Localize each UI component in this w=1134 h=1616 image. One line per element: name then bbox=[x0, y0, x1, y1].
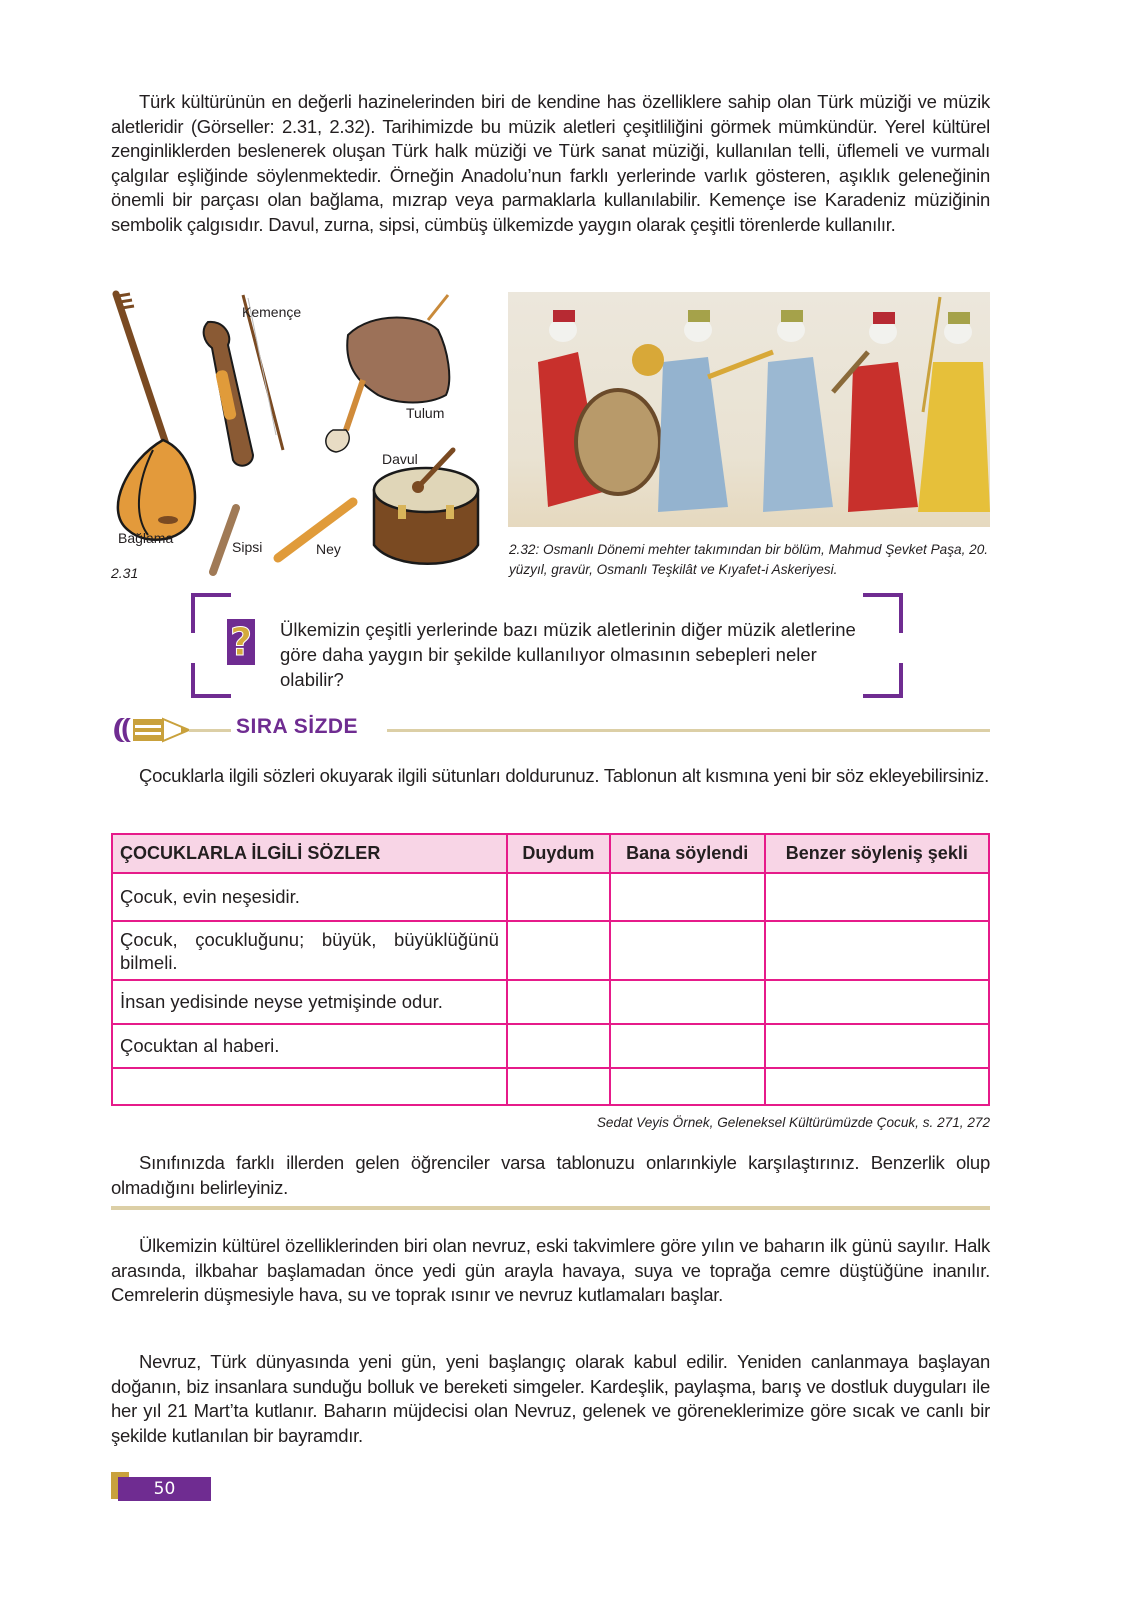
header-bana-soylendi: Bana söylendi bbox=[610, 834, 765, 873]
duydum-cell[interactable] bbox=[507, 921, 610, 980]
saying-cell: Çocuk, çocukluğunu; büyük, büyüklüğünü bilmeli. bbox=[112, 921, 507, 980]
table-row bbox=[112, 1024, 989, 1068]
table-row bbox=[112, 980, 989, 1024]
kemence-icon bbox=[204, 295, 283, 466]
saying-cell: Çocuk, evin neşesidir. bbox=[112, 873, 507, 921]
label-kemence: Kemençe bbox=[242, 304, 302, 320]
duydum-cell[interactable] bbox=[507, 1068, 610, 1105]
benzer-cell[interactable] bbox=[765, 873, 989, 921]
section-rule bbox=[387, 729, 990, 732]
pencil-icon bbox=[111, 714, 236, 751]
bana-soylendi-cell[interactable] bbox=[610, 873, 765, 921]
question-mark-icon bbox=[227, 619, 255, 665]
table-source: Sedat Veyis Örnek, Geleneksel Kültürümüzde Çocuk, s. 271, 272 bbox=[596, 1115, 990, 1130]
benzer-cell[interactable] bbox=[765, 921, 989, 980]
benzer-cell[interactable] bbox=[765, 1024, 989, 1068]
table-row-empty bbox=[112, 1068, 989, 1105]
header-duydum: Duydum bbox=[507, 834, 610, 873]
label-tulum: Tulum bbox=[406, 405, 445, 421]
figure-2-32-caption: 2.32: Osmanlı Dönemi mehter takımından bir bölüm, Mahmud Şevket Paşa, 20. yüzyıl, gravür, Osmanlı Teşkilât ve Kıyafet-i Askeriyesi. bbox=[509, 542, 989, 577]
baglama-icon bbox=[116, 294, 195, 540]
saying-cell: İnsan yedisinde neyse yetmişinde odur. bbox=[112, 980, 507, 1024]
new-saying-cell[interactable] bbox=[112, 1068, 507, 1105]
activity-instruction: Çocuklarla ilgili sözleri okuyarak ilgili sütunları doldurunuz. Tablonun alt kısmına yeni bir söz ekleyebilirsiniz. bbox=[139, 765, 990, 786]
table-row bbox=[112, 921, 989, 980]
section-title-sira-sizde: SIRA SİZDE bbox=[236, 715, 359, 738]
mehter-illustration bbox=[508, 292, 990, 527]
header-benzer-soylenis: Benzer söyleniş şekli bbox=[765, 834, 989, 873]
bana-soylendi-cell[interactable] bbox=[610, 921, 765, 980]
benzer-cell[interactable] bbox=[765, 980, 989, 1024]
intro-paragraph: Türk kültürünün en değerli hazinelerinden biri de kendine has özelliklere sahip olan Türk müziği ve müzik aletleridir (Görseller: 2.31, 2.32). Tarihimizde bu müzik aletleri çeşitliliğini görmek mümkündür. Yerel kültürel zenginliklerden beslenerek oluşan Türk halk müziği ve Türk sanat müziği, kullanılan telli, üflemeli ve vurmalı çalgılar eşliğinde söylenmektedir. Örneğin Anadolu’nun farklı yerlerinde varlık gösteren, aşıklık geleneğinin önemli bir parçası olan bağlama, mızrap veya parmaklarla kullanılabilir. Kemençe ise Karadeniz müziğinin sembolik çalgısıdır. Davul, zurna, sipsi, cümbüş ülkemizde yaygın olarak çeşitli törenlerde kullanılır. bbox=[111, 91, 990, 235]
header-sayings: ÇOCUKLARLA İLGİLİ SÖZLER bbox=[112, 834, 507, 873]
bana-soylendi-cell[interactable] bbox=[610, 980, 765, 1024]
duydum-cell[interactable] bbox=[507, 980, 610, 1024]
sayings-table bbox=[111, 833, 990, 1106]
davul-icon bbox=[374, 450, 478, 564]
figure-number: 2.31 bbox=[111, 565, 139, 581]
label-ney: Ney bbox=[316, 541, 341, 557]
label-davul: Davul bbox=[382, 451, 418, 467]
figure-2-32-mehter-image bbox=[508, 292, 990, 527]
nevruz-paragraph-2: Nevruz, Türk dünyasında yeni gün, yeni başlangıç olarak kabul edilir. Yeniden canlanmaya başlayan doğanın, biz insanlara sunduğu bolluk ve bereketi simgeler. Kardeşlik, paylaşma, barış ve dostluk duyguları ile her yıl 21 Mart’ta kutlanır. Baharın müjdecisi olan Nevruz, gelenek ve göreneklerimize göre sıcak ve canlı bir şekilde kutlanılan bir bayramdır. bbox=[111, 1351, 990, 1446]
table-row bbox=[112, 873, 989, 921]
label-sipsi: Sipsi bbox=[232, 539, 263, 555]
duydum-cell[interactable] bbox=[507, 1024, 610, 1068]
table-header-row bbox=[112, 834, 989, 873]
followup-paragraph: Sınıfınızda farklı illerden gelen öğrenciler varsa tablonuzu onlarınkiyle karşılaştırınız. Benzerlik olup olmadığını belirleyiniz. bbox=[111, 1152, 990, 1198]
nevruz-paragraph-1: Ülkemizin kültürel özelliklerinden biri olan nevruz, eski takvimlere göre yılın ve baharın ilk günü sayılır. Halk arasında, ilkbahar başlamadan önce yedi gün arayla havaya, suya ve toprağa cemre düştüğüne inanılır. Cemrelerin düşmesiyle hava, su ve toprak ısınır ve nevruz kutlamaları başlar. bbox=[111, 1235, 990, 1306]
bana-soylendi-cell[interactable] bbox=[610, 1024, 765, 1068]
tulum-icon bbox=[326, 295, 449, 452]
duydum-cell[interactable] bbox=[507, 873, 610, 921]
page-number: 50 bbox=[118, 1477, 211, 1501]
question-text: Ülkemizin çeşitli yerlerinde bazı müzik aletlerinin diğer müzik aletlerine göre daha yaygın bir şekilde kullanılıyor olmasının sebepleri neler olabilir? bbox=[280, 619, 856, 690]
benzer-cell[interactable] bbox=[765, 1068, 989, 1105]
saying-cell: Çocuktan al haberi. bbox=[112, 1024, 507, 1068]
svg-text:?: ? bbox=[229, 620, 253, 664]
figure-2-31-instruments bbox=[108, 290, 493, 585]
bana-soylendi-cell[interactable] bbox=[610, 1068, 765, 1105]
label-baglama: Bağlama bbox=[118, 530, 174, 546]
section-divider bbox=[111, 1206, 990, 1210]
